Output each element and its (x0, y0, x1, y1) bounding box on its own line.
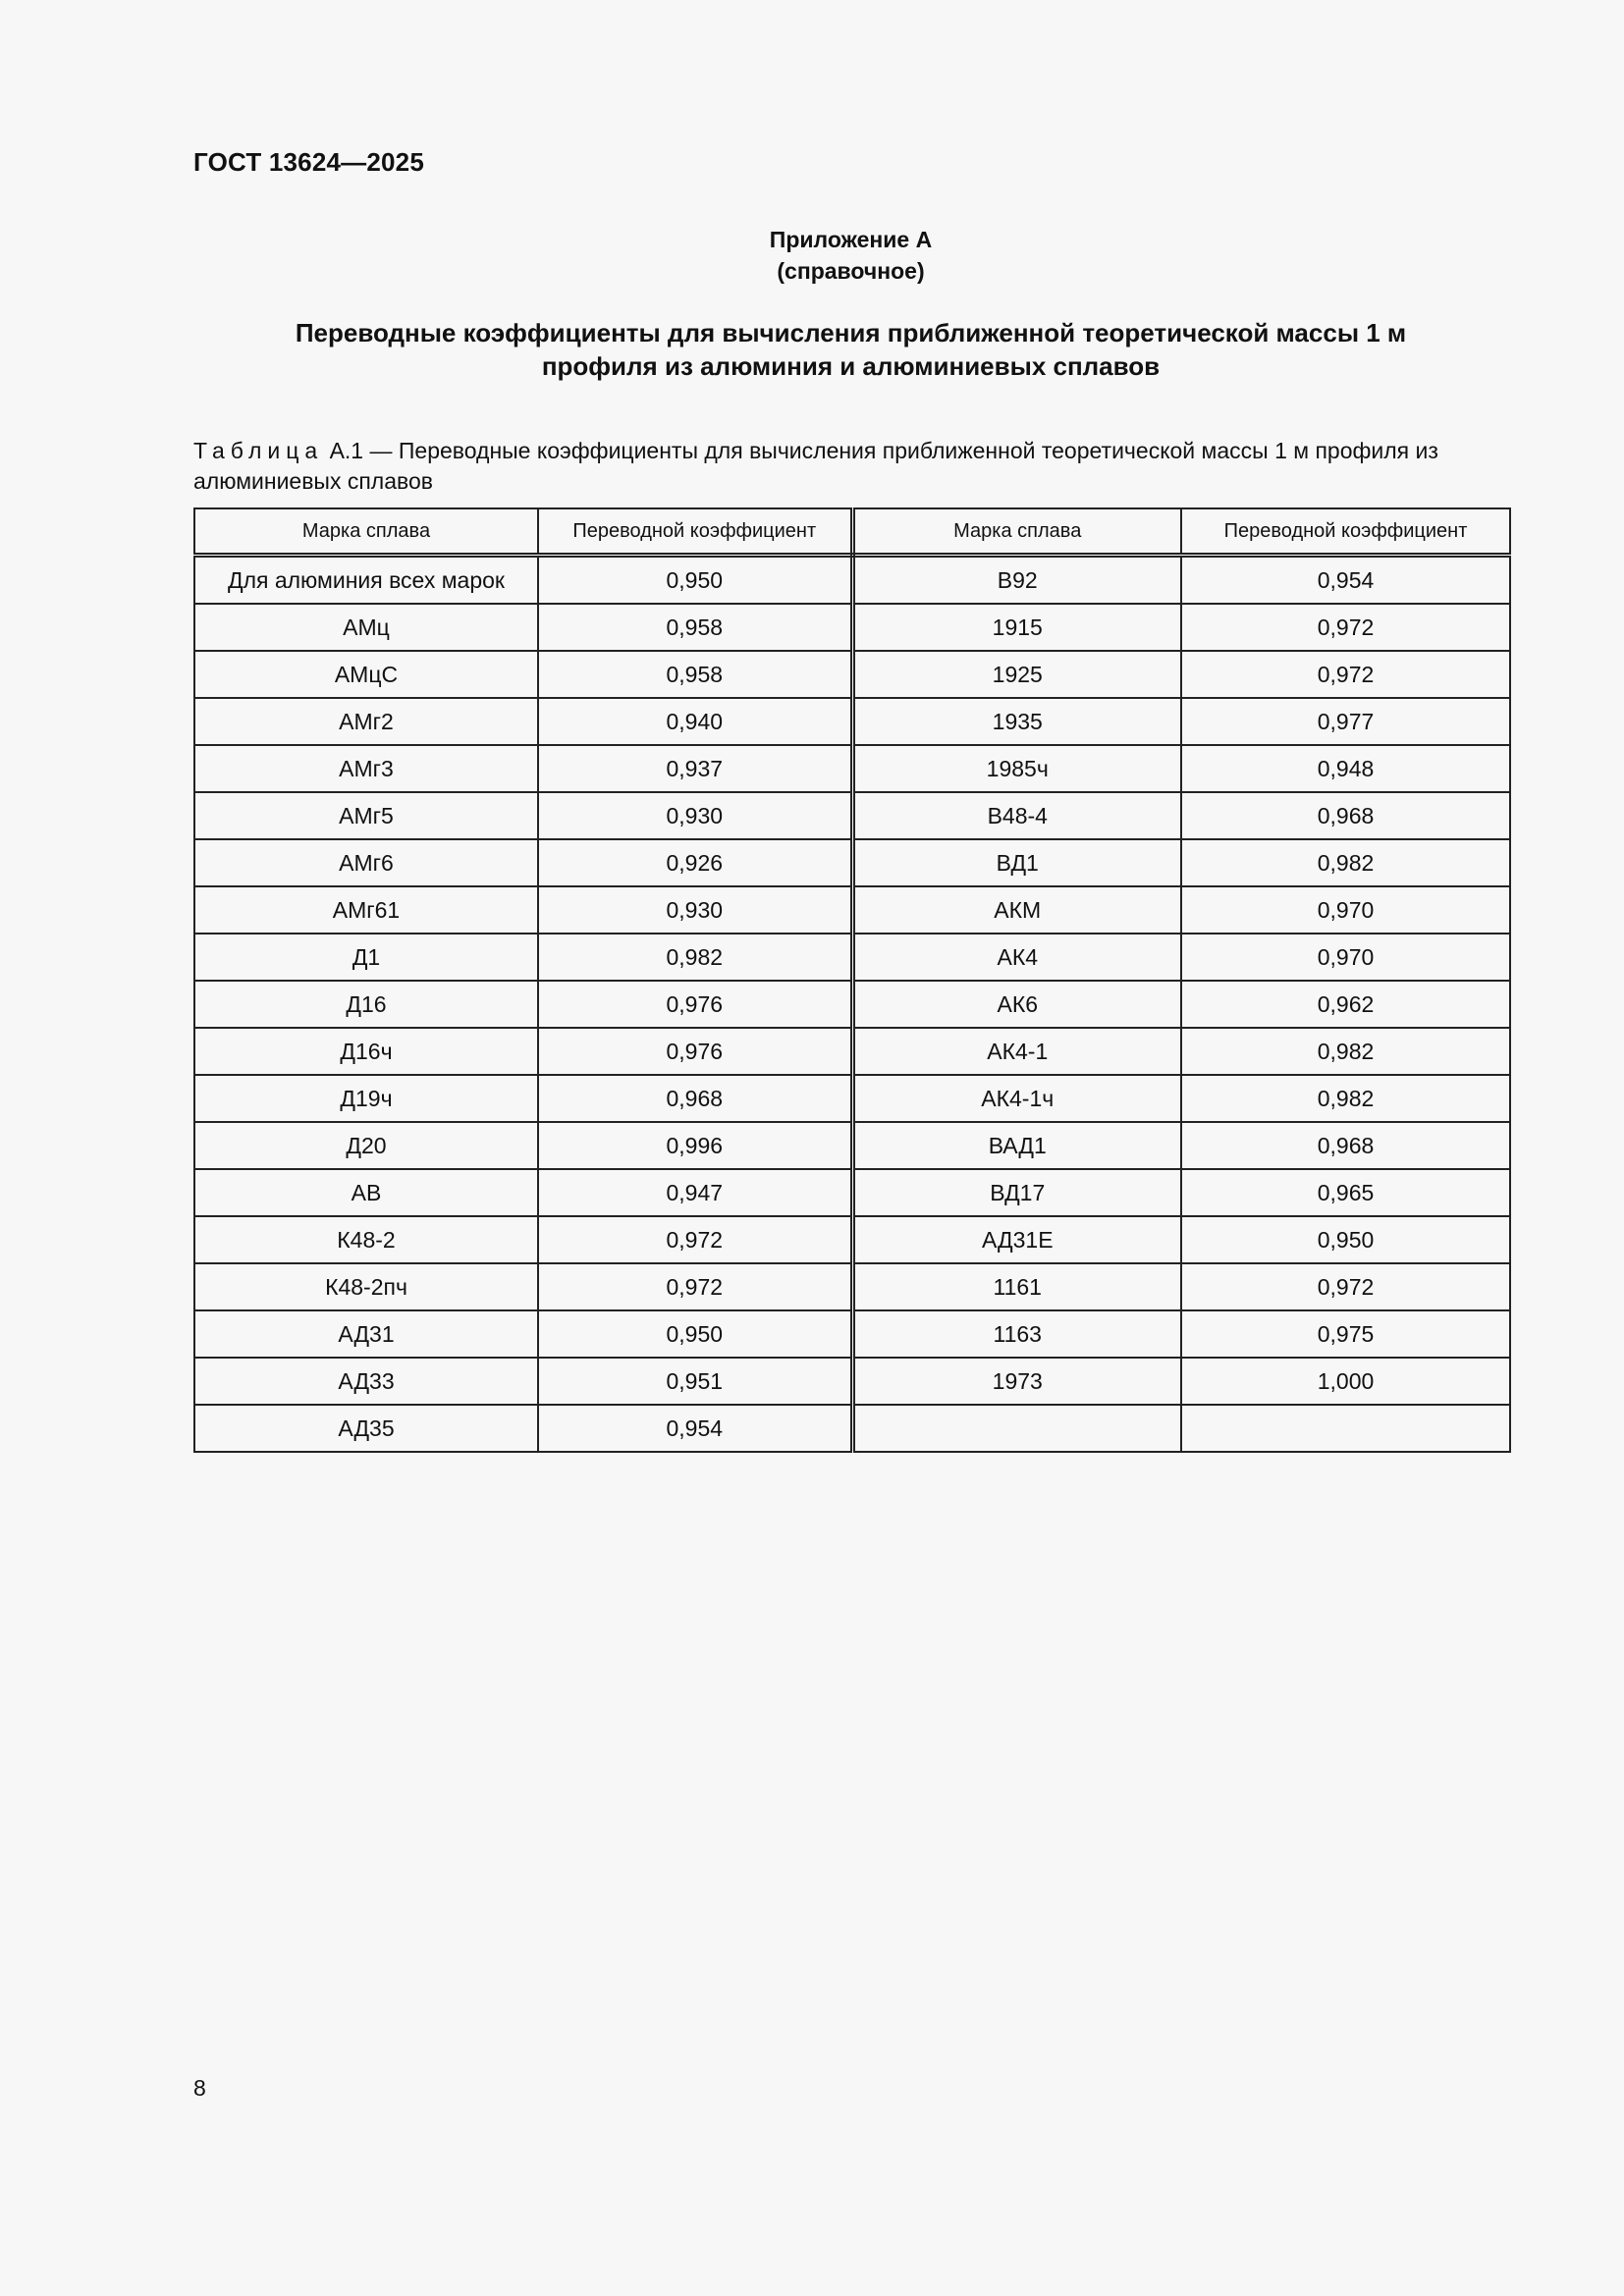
cell-coefficient-right: 0,972 (1181, 651, 1510, 698)
table-header-row (194, 508, 1510, 556)
cell-coefficient-right: 0,954 (1181, 556, 1510, 605)
document-standard-number: ГОСТ 13624—2025 (193, 147, 424, 177)
cell-coefficient-right: 0,982 (1181, 1028, 1510, 1075)
table-row (194, 1216, 1510, 1263)
table-row (194, 556, 1510, 605)
cell-coefficient-left: 0,954 (538, 1405, 852, 1452)
cell-coefficient-right: 0,962 (1181, 981, 1510, 1028)
cell-alloy-left: Д16ч (194, 1028, 538, 1075)
table-row (194, 839, 1510, 886)
cell-alloy-left: Д19ч (194, 1075, 538, 1122)
cell-alloy-right: 1163 (852, 1310, 1181, 1358)
cell-alloy-right: 1925 (852, 651, 1181, 698)
column-header-coefficient-right: Переводной коэффициент (1181, 508, 1510, 556)
cell-alloy-left: К48-2пч (194, 1263, 538, 1310)
cell-alloy-right: АК4-1 (852, 1028, 1181, 1075)
table-caption (193, 436, 1509, 497)
cell-coefficient-left: 0,926 (538, 839, 852, 886)
cell-alloy-right: 1973 (852, 1358, 1181, 1405)
table-row (194, 1263, 1510, 1310)
cell-alloy-left: К48-2 (194, 1216, 538, 1263)
cell-coefficient-right: 0,948 (1181, 745, 1510, 792)
cell-alloy-right: АК6 (852, 981, 1181, 1028)
cell-coefficient-right: 0,982 (1181, 1075, 1510, 1122)
section-title-line-1: Переводные коэффициенты для вычисления приближенной теоретической массы 1 м (295, 318, 1407, 347)
cell-coefficient-left: 0,982 (538, 934, 852, 981)
cell-coefficient-left: 0,976 (538, 1028, 852, 1075)
cell-coefficient-right: 0,972 (1181, 604, 1510, 651)
cell-alloy-left: АМг3 (194, 745, 538, 792)
cell-alloy-right: В92 (852, 556, 1181, 605)
coefficient-table (193, 507, 1511, 1453)
cell-coefficient-left: 0,930 (538, 886, 852, 934)
cell-alloy-left: АМг6 (194, 839, 538, 886)
cell-coefficient-right: 0,982 (1181, 839, 1510, 886)
cell-alloy-left: Д1 (194, 934, 538, 981)
table-row (194, 792, 1510, 839)
cell-coefficient-left: 0,958 (538, 604, 852, 651)
section-title-line-2: профиля из алюминия и алюминиевых сплавов (541, 351, 1161, 381)
cell-alloy-left: АМц (194, 604, 538, 651)
column-header-coefficient-left: Переводной коэффициент (538, 508, 852, 556)
cell-coefficient-left: 0,930 (538, 792, 852, 839)
cell-alloy-right: АД31Е (852, 1216, 1181, 1263)
table-row (194, 698, 1510, 745)
section-title (0, 316, 1624, 383)
column-header-alloy-right: Марка сплава (852, 508, 1181, 556)
cell-alloy-left: Д20 (194, 1122, 538, 1169)
cell-alloy-right (852, 1405, 1181, 1452)
cell-coefficient-right: 0,972 (1181, 1263, 1510, 1310)
appendix-heading (0, 224, 1624, 287)
cell-alloy-left: АМг2 (194, 698, 538, 745)
appendix-type: (справочное) (777, 258, 925, 284)
table-row (194, 1075, 1510, 1122)
cell-alloy-left: АМг5 (194, 792, 538, 839)
cell-coefficient-left: 0,972 (538, 1263, 852, 1310)
cell-coefficient-right: 1,000 (1181, 1358, 1510, 1405)
cell-alloy-left: Для алюминия всех марок (194, 556, 538, 605)
cell-alloy-left: АД35 (194, 1405, 538, 1452)
cell-coefficient-right: 0,950 (1181, 1216, 1510, 1263)
cell-alloy-right: 1935 (852, 698, 1181, 745)
cell-coefficient-left: 0,940 (538, 698, 852, 745)
cell-alloy-right: В48-4 (852, 792, 1181, 839)
cell-coefficient-left: 0,968 (538, 1075, 852, 1122)
table-row (194, 651, 1510, 698)
cell-alloy-left: АМцС (194, 651, 538, 698)
cell-coefficient-right (1181, 1405, 1510, 1452)
cell-alloy-left: АД31 (194, 1310, 538, 1358)
table-row (194, 1405, 1510, 1452)
cell-alloy-right: ВАД1 (852, 1122, 1181, 1169)
table-row (194, 745, 1510, 792)
cell-alloy-right: 1985ч (852, 745, 1181, 792)
table-caption-text: А.1 — Переводные коэффициенты для вычисления приближенной теоретической массы 1 м профиля из алюминиевых сплавов (193, 438, 1438, 494)
table-body (194, 556, 1510, 1453)
cell-alloy-right: АК4 (852, 934, 1181, 981)
table-row (194, 604, 1510, 651)
cell-coefficient-left: 0,937 (538, 745, 852, 792)
cell-coefficient-left: 0,950 (538, 1310, 852, 1358)
table-row (194, 981, 1510, 1028)
cell-alloy-right: АК4-1ч (852, 1075, 1181, 1122)
cell-coefficient-right: 0,970 (1181, 886, 1510, 934)
cell-alloy-left: Д16 (194, 981, 538, 1028)
table-row (194, 886, 1510, 934)
cell-coefficient-right: 0,968 (1181, 792, 1510, 839)
cell-coefficient-left: 0,976 (538, 981, 852, 1028)
cell-coefficient-right: 0,970 (1181, 934, 1510, 981)
cell-coefficient-left: 0,958 (538, 651, 852, 698)
table-row (194, 1122, 1510, 1169)
cell-alloy-right: ВД17 (852, 1169, 1181, 1216)
appendix-title: Приложение А (769, 227, 933, 252)
cell-alloy-left: АД33 (194, 1358, 538, 1405)
table-row (194, 934, 1510, 981)
cell-alloy-left: АМг61 (194, 886, 538, 934)
table-row (194, 1358, 1510, 1405)
cell-coefficient-right: 0,965 (1181, 1169, 1510, 1216)
cell-coefficient-right: 0,975 (1181, 1310, 1510, 1358)
cell-coefficient-left: 0,950 (538, 556, 852, 605)
cell-alloy-right: АКМ (852, 886, 1181, 934)
cell-coefficient-left: 0,972 (538, 1216, 852, 1263)
cell-coefficient-left: 0,996 (538, 1122, 852, 1169)
cell-alloy-right: ВД1 (852, 839, 1181, 886)
cell-coefficient-right: 0,977 (1181, 698, 1510, 745)
cell-coefficient-left: 0,951 (538, 1358, 852, 1405)
table-caption-label: Таблица (193, 438, 324, 463)
page-number: 8 (193, 2075, 206, 2101)
cell-coefficient-right: 0,968 (1181, 1122, 1510, 1169)
cell-alloy-right: 1161 (852, 1263, 1181, 1310)
table-row (194, 1028, 1510, 1075)
table-row (194, 1310, 1510, 1358)
cell-coefficient-left: 0,947 (538, 1169, 852, 1216)
column-header-alloy-left: Марка сплава (194, 508, 538, 556)
cell-alloy-left: АВ (194, 1169, 538, 1216)
cell-alloy-right: 1915 (852, 604, 1181, 651)
table-row (194, 1169, 1510, 1216)
